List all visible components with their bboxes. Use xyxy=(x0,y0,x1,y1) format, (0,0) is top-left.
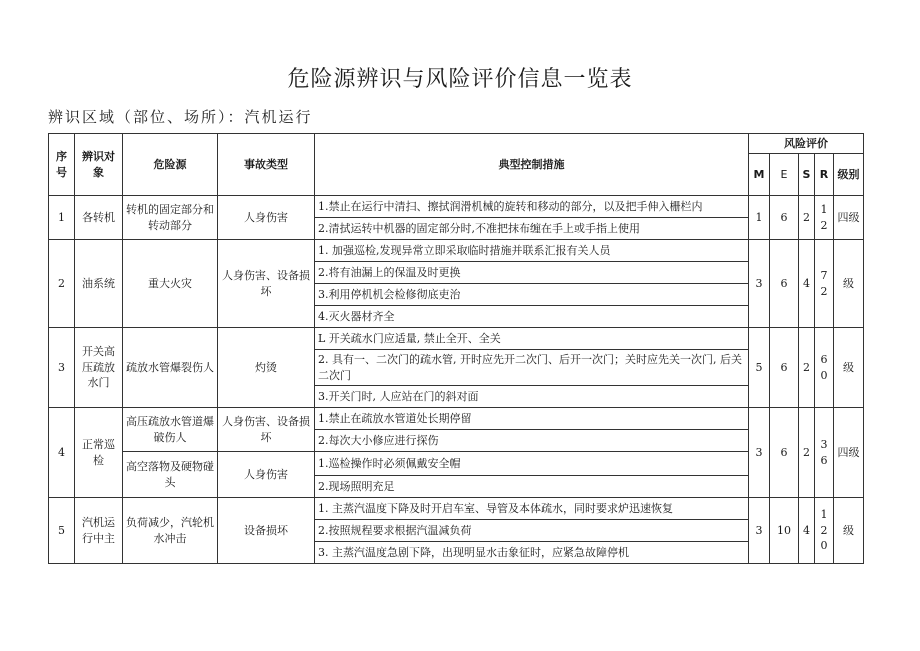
header-seq: 序号 xyxy=(49,134,75,196)
row-level: 级 xyxy=(834,328,864,408)
row-m-value: 5 xyxy=(749,328,770,408)
table-row xyxy=(49,196,864,218)
row-seq: 1 xyxy=(49,196,75,240)
header-accident: 事故类型 xyxy=(218,134,315,196)
row-seq: 3 xyxy=(49,328,75,408)
row-r-value: 36 xyxy=(815,408,834,498)
row-measure: 1. 加强巡检,发现异常立即采取临时措施并联系汇报有关人员 xyxy=(315,240,749,262)
row-measure: 2.现场照明充足 xyxy=(315,476,749,498)
header-s: S xyxy=(799,154,815,196)
page-title: 危险源辨识与风险评价信息一览表 xyxy=(287,67,633,92)
row-level: 四级 xyxy=(834,196,864,240)
row-measure: 1. 主蒸汽温度下降及时开启车室、导管及本体疏水，同时要求炉迅速恢复 xyxy=(315,498,749,520)
row-seq: 5 xyxy=(49,498,75,564)
row-object: 开关高压疏放水门 xyxy=(75,328,123,408)
row-e-value: 6 xyxy=(770,328,799,408)
row-measure: 3.开关门时, 人应站在门的斜对面 xyxy=(315,386,749,408)
row-hazard: 转机的固定部分和转动部分 xyxy=(123,196,218,240)
row-measure: 4.灭火器材齐全 xyxy=(315,306,749,328)
table-row xyxy=(49,498,864,520)
row-e-value: 6 xyxy=(770,196,799,240)
row-s-value: 4 xyxy=(799,240,815,328)
row-r-value: 60 xyxy=(815,328,834,408)
row-e-value: 10 xyxy=(770,498,799,564)
row-r-value: 12 xyxy=(815,196,834,240)
row-accident: 设备损坏 xyxy=(218,498,315,564)
row-measure: 2.每次大小修应进行探伤 xyxy=(315,430,749,452)
row-measure: 2. 具有一、二次门的疏水管, 开时应先开二次门、后开一次门；关时应先关一次门, 后关二次门 xyxy=(315,350,749,386)
header-hazard: 危险源 xyxy=(123,134,218,196)
row-level: 四级 xyxy=(834,408,864,498)
row-object: 各转机 xyxy=(75,196,123,240)
header-level: 级别 xyxy=(834,154,864,196)
row-measure: 2.清拭运转中机器的固定部分时,不准把抹布缠在手上或手指上使用 xyxy=(315,218,749,240)
row-s-value: 2 xyxy=(799,408,815,498)
row-m-value: 3 xyxy=(749,240,770,328)
row-hazard: 高压疏放水管道爆破伤人 xyxy=(123,408,218,452)
row-measure: 3. 主蒸汽温度急剧下降，出现明显水击象征时，应紧急故障停机 xyxy=(315,542,749,564)
row-measure: 2.将有油漏上的保温及时更换 xyxy=(315,262,749,284)
row-hazard: 疏放水管爆裂伤人 xyxy=(123,328,218,408)
identification-region: 辨识区域（部位、场所）：汽机运行 xyxy=(48,108,313,126)
row-accident: 人身伤害、设备损坏 xyxy=(218,240,315,328)
row-level: 级 xyxy=(834,498,864,564)
row-object: 汽机运行中主 xyxy=(75,498,123,564)
header-m: M xyxy=(749,154,770,196)
row-s-value: 2 xyxy=(799,328,815,408)
row-r-value: 120 xyxy=(815,498,834,564)
row-object: 油系统 xyxy=(75,240,123,328)
table-row xyxy=(49,328,864,350)
row-m-value: 1 xyxy=(749,196,770,240)
header-e: E xyxy=(770,154,799,196)
row-accident: 人身伤害 xyxy=(218,452,315,498)
risk-table xyxy=(48,133,864,564)
row-m-value: 3 xyxy=(749,408,770,498)
header-measures: 典型控制措施 xyxy=(315,134,749,196)
row-measure: L 开关疏水门应适量, 禁止全开、全关 xyxy=(315,328,749,350)
row-object: 正常巡检 xyxy=(75,408,123,498)
row-e-value: 6 xyxy=(770,408,799,498)
row-hazard: 高空落物及硬物碰头 xyxy=(123,452,218,498)
row-e-value: 6 xyxy=(770,240,799,328)
row-measure: 1.禁止在疏放水管道处长期停留 xyxy=(315,408,749,430)
table-row xyxy=(49,452,864,476)
row-hazard: 重大火灾 xyxy=(123,240,218,328)
row-measure: 1.禁止在运行中清扫、擦拭润滑机械的旋转和移动的部分，以及把手伸入栅栏内 xyxy=(315,196,749,218)
row-measure: 2.按照规程要求根据汽温减负荷 xyxy=(315,520,749,542)
row-s-value: 4 xyxy=(799,498,815,564)
row-s-value: 2 xyxy=(799,196,815,240)
row-seq: 2 xyxy=(49,240,75,328)
row-r-value: 72 xyxy=(815,240,834,328)
row-level: 级 xyxy=(834,240,864,328)
row-m-value: 3 xyxy=(749,498,770,564)
row-measure: 1.巡检操作时必须佩戴安全帽 xyxy=(315,452,749,476)
row-seq: 4 xyxy=(49,408,75,498)
row-hazard: 负荷减少，汽轮机水冲击 xyxy=(123,498,218,564)
row-accident: 人身伤害、设备损坏 xyxy=(218,408,315,452)
header-r: R xyxy=(815,154,834,196)
row-measure: 3.利用停机机会检修彻底吏治 xyxy=(315,284,749,306)
table-row xyxy=(49,240,864,262)
table-row xyxy=(49,408,864,430)
row-accident: 人身伤害 xyxy=(218,196,315,240)
header-object: 辨识对象 xyxy=(75,134,123,196)
row-accident: 灼烫 xyxy=(218,328,315,408)
header-risk: 风险评价 xyxy=(749,134,864,154)
